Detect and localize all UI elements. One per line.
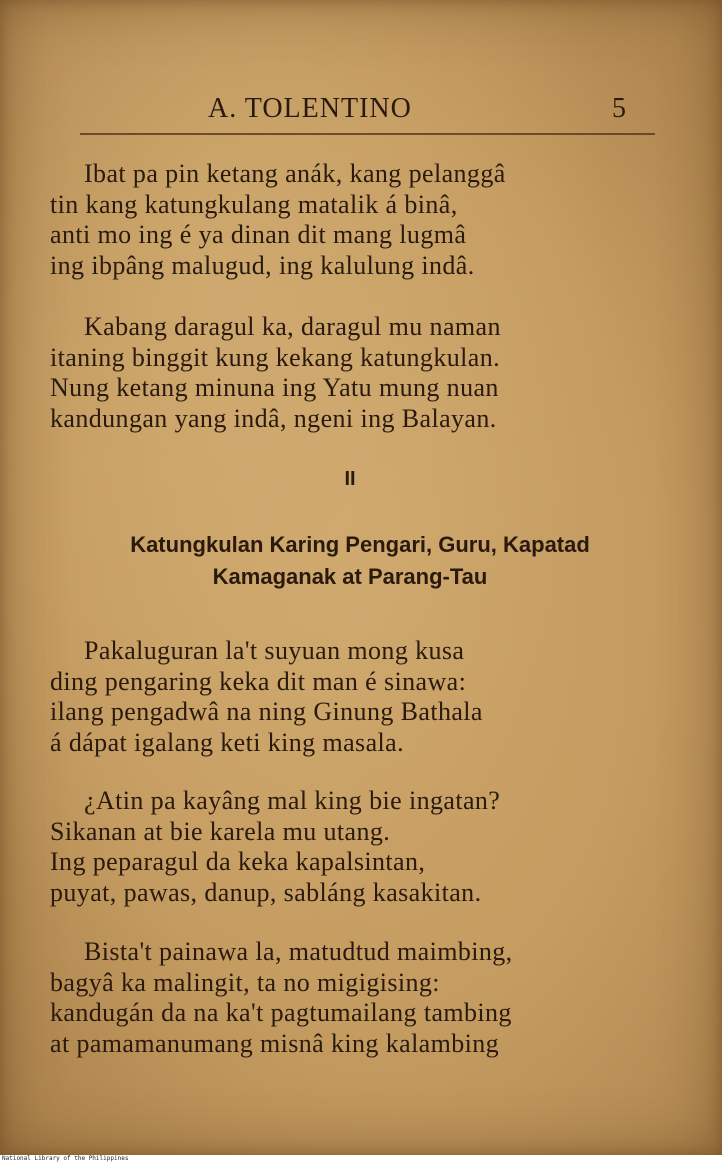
section-numeral: II <box>344 468 356 490</box>
stanza-3 <box>50 636 670 758</box>
header-author: A. TOLENTINO <box>208 93 412 124</box>
verse-line: Kabang daragul ka, daragul mu naman <box>84 312 501 341</box>
section-title-line-1: Katungkulan Karing Pengari, Guru, Kapatad <box>130 532 590 557</box>
stanza-5 <box>50 937 670 1059</box>
verse-line: ing ibpâng malugud, ing kalulung indâ. <box>50 250 475 280</box>
verse-line: Ing peparagul da keka kapalsintan, <box>50 847 426 876</box>
section-title-line-2: Kamaganak at Parang-Tau <box>212 564 488 589</box>
verse-line: ¿Atin pa kayâng mal king bie ingatan? <box>84 786 501 815</box>
verse-line: Ibat pa pin ketang anák, kang pelanggâ <box>84 159 506 188</box>
library-credit: National Library of the Philippines <box>2 1155 129 1162</box>
verse-line: puyat, pawas, danup, sabláng kasakitan. <box>50 877 482 907</box>
verse-line: Sikanan at bie karela mu utang. <box>50 816 391 846</box>
verse-line: anti mo ing é ya dinan dit mang lugmâ <box>50 220 467 249</box>
verse-line: á dápat igalang keti king masala. <box>50 727 404 757</box>
verse-line: kandugán da na ka't pagtumailang tambing <box>50 998 512 1027</box>
verse-line: ding pengaring keka dit man é sinawa: <box>50 666 467 696</box>
header-rule <box>80 133 655 135</box>
verse-line: bagyâ ka malingit, ta no migigising: <box>50 967 440 997</box>
stanza-1 <box>50 159 670 281</box>
verse-line: itaning binggit kung kekang katungkulan. <box>50 342 500 372</box>
verse-line: at pamamanumang misnâ king kalambing <box>50 1028 500 1058</box>
running-header <box>80 93 655 129</box>
verse-line: Nung ketang minuna ing Yatu mung nuan <box>50 373 499 402</box>
stanza-2 <box>50 312 670 434</box>
verse-line: Pakaluguran la't suyuan mong kusa <box>84 636 465 665</box>
page-number: 5 <box>612 93 627 124</box>
verse-line: tin kang katungkulang matalik á binâ, <box>50 189 458 219</box>
verse-line: ilang pengadwâ na ning Ginung Bathala <box>50 697 483 726</box>
verse-line: kandungan yang indâ, ngeni ing Balayan. <box>50 403 497 433</box>
stanza-4 <box>50 786 670 908</box>
verse-line: Bista't painawa la, matudtud maimbing, <box>84 937 513 966</box>
